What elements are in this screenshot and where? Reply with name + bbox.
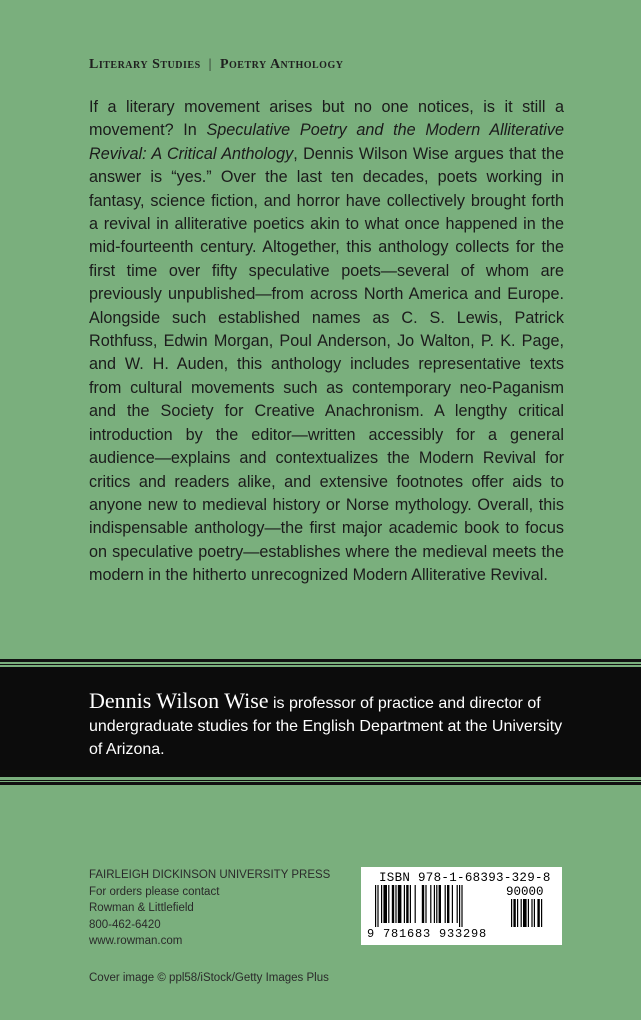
author-bio xyxy=(89,689,569,761)
isbn-barcode xyxy=(361,867,562,945)
barcode-addon-bar xyxy=(528,899,529,927)
barcode-bar xyxy=(398,885,402,923)
barcode-bar xyxy=(461,885,462,927)
barcode-addon-bar xyxy=(534,899,535,927)
barcode-bar xyxy=(430,885,431,923)
barcode-bar xyxy=(447,885,449,923)
barcode-bar xyxy=(457,885,458,923)
isbn-label: ISBN 978-1-68393-329-8 xyxy=(379,871,551,885)
category-header xyxy=(89,57,343,73)
publisher-name: FAIRLEIGH DICKINSON UNIVERSITY PRESS xyxy=(89,869,331,881)
barcode-bar xyxy=(404,885,405,923)
barcode-bar xyxy=(381,885,382,923)
distributor-name: Rowman & Littlefield xyxy=(89,902,194,914)
barcode-bar xyxy=(452,885,453,923)
top-rule-thick xyxy=(0,659,641,662)
bottom-rule-thick xyxy=(0,782,641,785)
barcode-bar xyxy=(415,885,416,923)
barcode-addon-bar xyxy=(531,899,532,927)
top-rule-thin xyxy=(0,664,641,665)
barcode-addon-bar xyxy=(537,899,539,927)
book-description xyxy=(89,96,564,588)
barcode-bar xyxy=(383,885,387,923)
author-name: Dennis Wilson Wise xyxy=(89,688,269,713)
barcode-addon-bar xyxy=(517,899,518,927)
price-code: 90000 xyxy=(506,885,544,899)
barcode-bar xyxy=(425,885,426,923)
barcode-bars-icon xyxy=(371,885,557,929)
book-title: Speculative Poetry and the Modern Alliterative Revival: A Critical Anthology xyxy=(89,121,564,163)
website-link: www.rowman.com xyxy=(89,935,183,947)
author-bio-text: is professor of practice and director of undergraduate studies for the English Department at the University of Arizona. xyxy=(89,695,563,758)
barcode-bar xyxy=(406,885,408,923)
description-body: , Dennis Wilson Wise argues that the answer is “yes.” Over the last ten decades, poets working in fantasy, science fiction, and horror have collectively brought forth a revival in alliterative poetics akin to what once happened in the mid-fourteenth century. Altogether, this anthology collects for the first time over fifty speculative poets—several of whom are previously unpublished—from across North America and Europe. Alongside such established names as C. S. Lewis, Patrick Rothfuss, Edwin Morgan, Poul Anderson, Jo Walton, P. K. Page, and W. H. Auden, this anthology includes representative texts from cultural movements such as contemporary neo-Paganism and the Society for Creative Anachronism. A lengthy critical introduction by the editor—written accessibly for a general audience—explains and contextualizes the Modern Revival for critics and readers alike, and extensive footnotes offer aids to anyone new to medieval history or Norse mythology. Overall, this indispensable anthology—the first major academic book to focus on speculative poetry—establishes where the medieval meets the modern in the hitherto unrecognized Modern Alliterative Revival. xyxy=(89,144,564,585)
barcode-addon-bar xyxy=(513,899,515,927)
cover-image-credit: Cover image © ppl58/iStock/Getty Images Plus xyxy=(89,972,329,984)
orders-line: For orders please contact xyxy=(89,885,220,898)
barcode-bar xyxy=(436,885,437,923)
barcode-addon-bar xyxy=(511,899,512,927)
barcode-addon-bar xyxy=(521,899,522,927)
barcode-bar xyxy=(459,885,460,927)
barcode-bar xyxy=(434,885,435,923)
barcode-addon-bar xyxy=(523,899,527,927)
barcode-bar xyxy=(445,885,446,923)
bio-background xyxy=(0,667,641,777)
barcode-bar xyxy=(410,885,411,923)
category-poetry-anthology: Poetry Anthology xyxy=(219,57,344,72)
barcode-bar xyxy=(422,885,424,923)
author-bio-band xyxy=(0,659,641,789)
category-separator: | xyxy=(208,57,212,72)
barcode-bar xyxy=(392,885,394,923)
barcode-addon-bar xyxy=(541,899,542,927)
barcode-bar xyxy=(375,885,376,927)
barcode-bar xyxy=(377,885,378,927)
description-opening: If a literary movement arises but no one notices, is it still a movement? In xyxy=(89,98,564,140)
barcode-bar xyxy=(388,885,389,923)
barcode-digits: 9 781683 933298 xyxy=(367,927,488,941)
bottom-rule-thin xyxy=(0,780,641,781)
publisher-info xyxy=(89,867,330,950)
barcode-bar xyxy=(439,885,441,923)
barcode-bar xyxy=(395,885,396,923)
phone-number: 800-462-6420 xyxy=(89,918,161,931)
category-literary-studies: Literary Studies xyxy=(89,57,201,72)
